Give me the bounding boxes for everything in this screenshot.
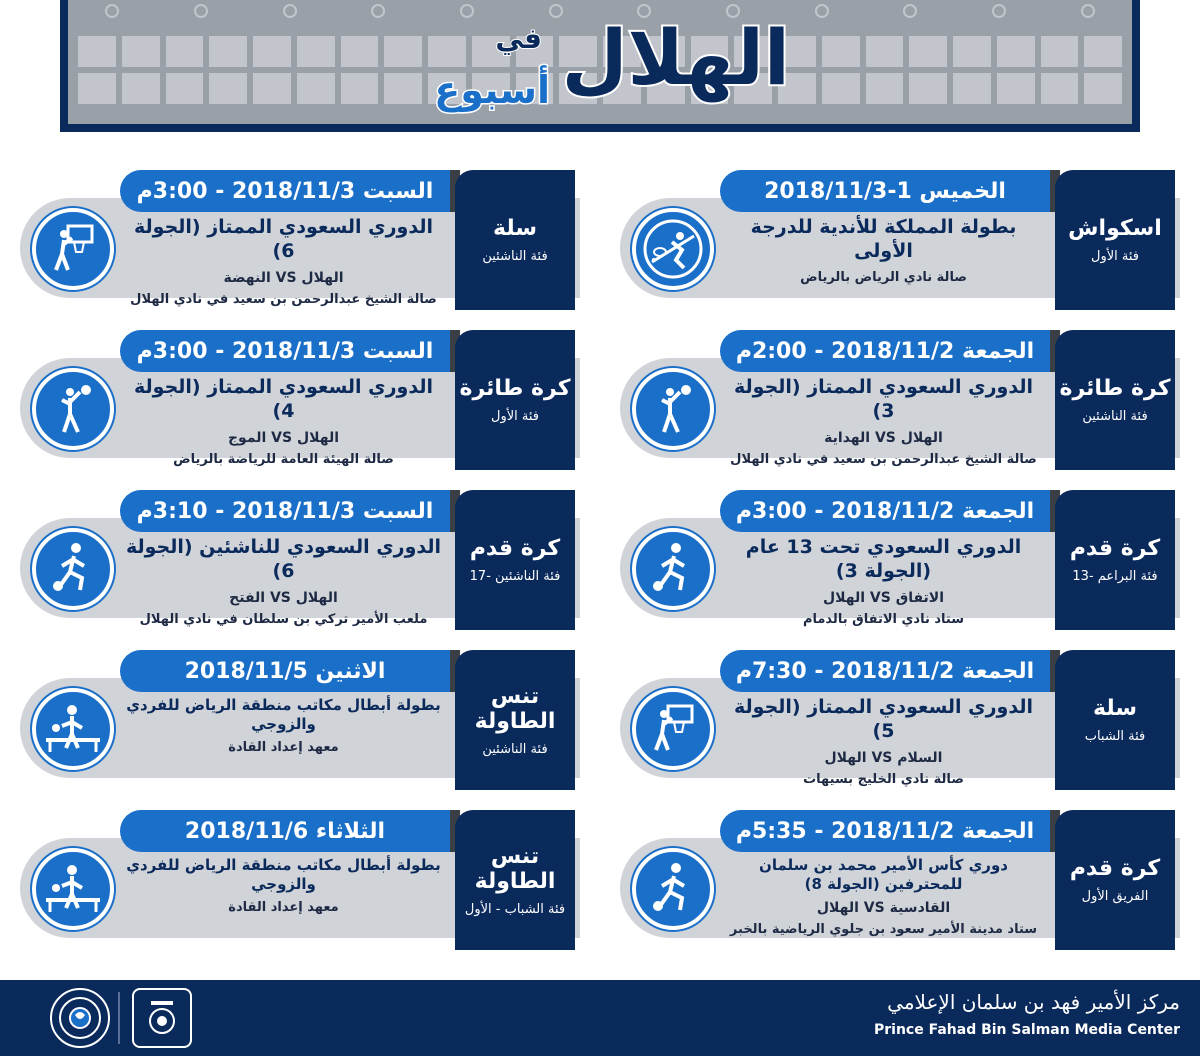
venue: معهد إعداد القادة — [228, 899, 339, 915]
venue: صالة الهيئة العامة للرياضة بالرياض — [173, 451, 394, 467]
event-card — [620, 490, 1175, 630]
sport-name: تنس الطاولة — [474, 683, 556, 734]
club-crest-icon — [50, 988, 110, 1048]
football-icon — [632, 528, 714, 610]
basketball-icon — [32, 208, 114, 290]
event-card — [620, 650, 1175, 790]
event-date: الجمعة 2018/11/2 - 2:00م — [720, 330, 1050, 372]
competition-name: الدوري السعودي للناشئين (الجولة 6) — [125, 536, 442, 582]
venue: صالة الشيخ عبدالرحمن بن سعيد في نادي الهلال — [130, 291, 437, 307]
match-teams: القادسية VS الهلال — [816, 899, 951, 916]
venue: ستاد نادي الاتفاق بالدمام — [802, 611, 965, 627]
sport-name: كرة قدم — [1069, 856, 1161, 881]
venue: ملعب الأمير تركي بن سلطان في نادي الهلال — [139, 611, 428, 627]
sport-label-box — [1055, 170, 1175, 310]
competition-name: الدوري السعودي الممتاز (الجولة 4) — [134, 376, 433, 422]
sport-category: الفريق الأول — [1081, 889, 1149, 904]
sport-label-box — [455, 650, 575, 790]
event-card — [20, 810, 575, 950]
competition-name: الدوري السعودي الممتاز (الجولة 6) — [134, 216, 433, 262]
venue: صالة نادي الخليج بسيهات — [803, 771, 964, 787]
sport-category: فئة الناشئين -17 — [469, 569, 561, 584]
footer — [0, 980, 1200, 1056]
match-teams: الهلال VS الفتح — [229, 589, 338, 606]
sport-label-box — [455, 810, 575, 950]
event-date: السبت 2018/11/3 - 3:00م — [120, 330, 450, 372]
sport-name: سلة — [493, 216, 537, 241]
match-teams: الهلال VS الهداية — [824, 429, 943, 446]
competition-name: بطولة أبطال مكاتب منطقة الرياض للفردي والزوجي — [126, 856, 441, 893]
event-date: الجمعة 2018/11/2 - 3:00م — [720, 490, 1050, 532]
match-teams: الاتفاق VS الهلال — [822, 589, 945, 606]
event-date: الجمعة 2018/11/2 - 7:30م — [720, 650, 1050, 692]
sport-label-box — [1055, 490, 1175, 630]
sport-category: فئة الناشئين — [482, 741, 548, 757]
event-card — [20, 330, 575, 470]
sport-name: سلة — [1093, 696, 1137, 721]
squash-icon — [632, 208, 714, 290]
page-title — [420, 10, 800, 125]
sport-category: فئة الناشئين — [1082, 409, 1148, 424]
event-card — [20, 490, 575, 630]
match-teams: الهلال VS النهضة — [223, 269, 344, 286]
event-info — [720, 536, 1047, 627]
sport-label-box — [455, 490, 575, 630]
sport-name: تنس الطاولة — [474, 843, 556, 894]
competition-name: دوري كأس الأمير محمد بن سلمان للمحترفين (الجولة 8) — [759, 856, 1008, 893]
event-date: السبت 2018/11/3 - 3:00م — [120, 170, 450, 212]
event-info — [120, 856, 447, 915]
sport-label-box — [455, 170, 575, 310]
event-info — [120, 536, 447, 627]
sport-name: كرة قدم — [469, 536, 561, 561]
sport-label-box — [455, 330, 575, 470]
sport-name: كرة طائرة — [459, 376, 571, 401]
table-tennis-icon — [32, 848, 114, 930]
football-icon — [632, 848, 714, 930]
event-card — [620, 170, 1175, 310]
sport-category: فئة الناشئين — [482, 249, 548, 264]
event-info — [720, 696, 1047, 787]
basketball-icon — [632, 688, 714, 770]
competition-name: الدوري السعودي الممتاز (الجولة 3) — [734, 376, 1033, 422]
sport-category: فئة الأول — [1091, 249, 1139, 264]
venue: صالة نادي الرياض بالرياض — [800, 269, 967, 285]
event-info — [120, 216, 447, 307]
alhilal-logo-icon — [132, 988, 192, 1048]
competition-name: بطولة المملكة للأندية للدرجة الأولى — [750, 216, 1017, 262]
event-date: الخميس 1-2018/11/3 — [720, 170, 1050, 212]
venue: صالة الشيخ عبدالرحمن بن سعيد في نادي الهلال — [730, 451, 1037, 467]
sport-category: فئة البراعم -13 — [1072, 569, 1158, 584]
logo-divider — [118, 992, 120, 1044]
event-date: الجمعة 2018/11/2 - 5:35م — [720, 810, 1050, 852]
event-info — [720, 216, 1047, 285]
sport-label-box — [1055, 810, 1175, 950]
title-week: أسبوع — [434, 68, 550, 112]
competition-name: الدوري السعودي تحت 13 عام (الجولة 3) — [745, 536, 1022, 582]
event-card — [20, 170, 575, 310]
volleyball-icon — [32, 368, 114, 450]
volleyball-icon — [632, 368, 714, 450]
event-info — [720, 856, 1047, 937]
sport-label-box — [1055, 330, 1175, 470]
sport-name: اسكواش — [1068, 216, 1162, 241]
event-card — [20, 650, 575, 790]
media-center-name-en: Prince Fahad Bin Salman Media Center — [873, 1022, 1180, 1038]
sport-category: فئة الأول — [491, 409, 539, 424]
sport-name: كرة قدم — [1069, 536, 1161, 561]
event-info — [120, 696, 447, 755]
football-icon — [32, 528, 114, 610]
venue: معهد إعداد القادة — [228, 739, 339, 755]
sport-category: فئة الشباب — [1084, 729, 1146, 744]
venue: ستاد مدينة الأمير سعود بن جلوي الرياضية بالخبر — [729, 921, 1038, 937]
title-fi: في — [495, 22, 542, 55]
table-tennis-icon — [32, 688, 114, 770]
match-teams: الهلال VS الموج — [227, 429, 340, 446]
title-main: الهلال — [561, 13, 790, 102]
event-info — [120, 376, 447, 467]
sport-category: فئة الشباب - الأول — [464, 901, 566, 917]
event-date: الاثنين 2018/11/5 — [120, 650, 450, 692]
event-card — [620, 810, 1175, 950]
sport-name: كرة طائرة — [1059, 376, 1171, 401]
event-date: الثلاثاء 2018/11/6 — [120, 810, 450, 852]
competition-name: بطولة أبطال مكاتب منطقة الرياض للفردي والزوجي — [126, 696, 441, 733]
sport-label-box — [1055, 650, 1175, 790]
match-teams: السلام VS الهلال — [824, 749, 943, 766]
event-info — [720, 376, 1047, 467]
competition-name: الدوري السعودي الممتاز (الجولة 5) — [734, 696, 1033, 742]
event-card — [620, 330, 1175, 470]
media-center-name-ar: مركز الأمير فهد بن سلمان الإعلامي — [887, 990, 1180, 1014]
event-date: السبت 2018/11/3 - 3:10م — [120, 490, 450, 532]
